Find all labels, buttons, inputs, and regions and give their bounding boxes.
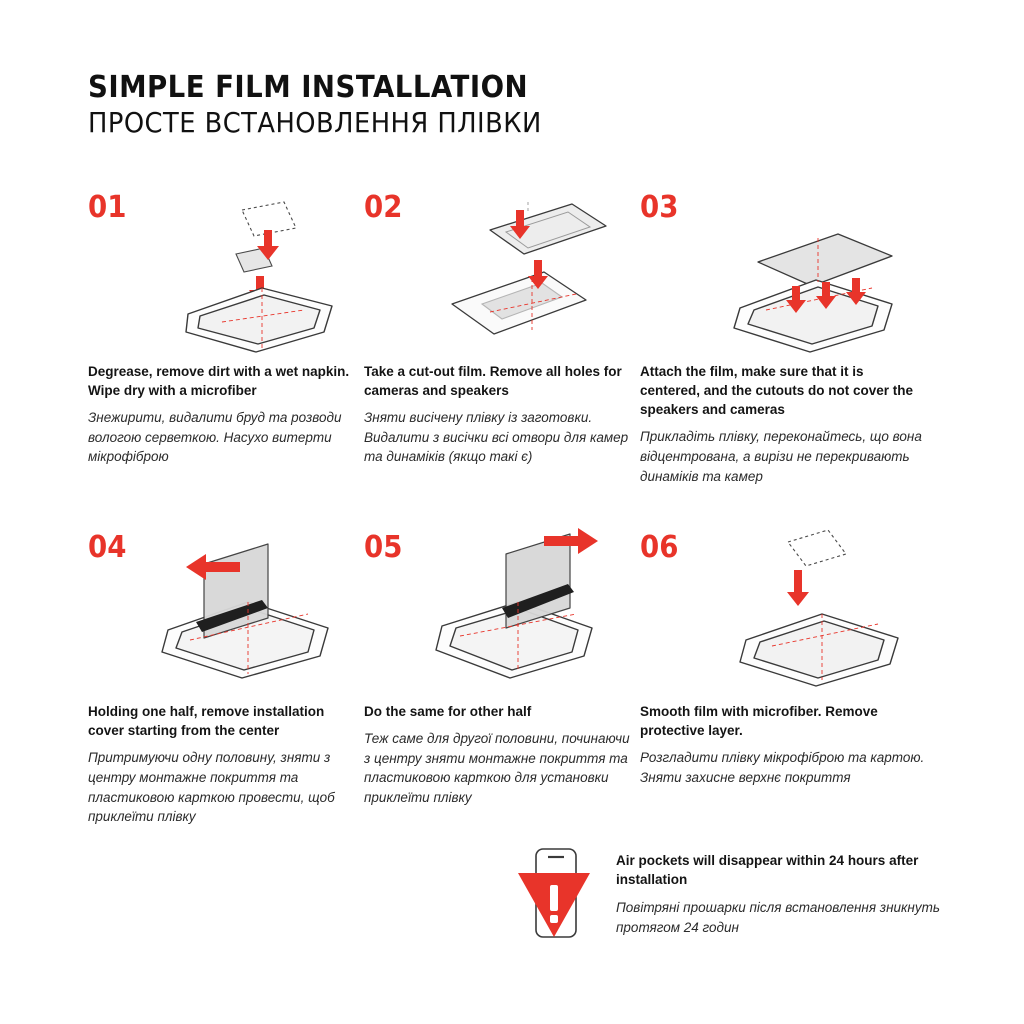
- step-04-illustration-area: [88, 522, 358, 702]
- step-01-text-en: Degrease, remove dirt with a wet napkin. Wipe dry with a microfiber: [88, 364, 350, 399]
- step-05-text-en: Do the same for other half: [364, 704, 532, 720]
- step-02-number: 02: [364, 190, 403, 225]
- step-04-number: 04: [88, 530, 127, 566]
- step-01-illustration-area: [88, 182, 358, 362]
- step-03: [640, 182, 930, 486]
- step-02: [364, 182, 634, 486]
- step-06-illustration-area: [640, 522, 930, 702]
- footer-text-en: Air pockets will disappear within 24 hours after installation: [616, 853, 919, 888]
- footer-text-uk: Повітряні прошарки після встановлення зникнуть протягом 24 годин: [616, 900, 940, 935]
- page-title-en: SIMPLE FILM INSTALLATION: [88, 70, 529, 105]
- footer-note: [510, 845, 940, 946]
- cutout-film-sheet-illustration: [420, 182, 640, 362]
- step-03-illustration-area: [640, 182, 930, 362]
- step-06-number: 06: [640, 530, 679, 566]
- step-02-illustration-area: [364, 182, 634, 362]
- smooth-film-microfiber-illustration: [696, 522, 916, 702]
- step-02-text-en: Take a cut-out film. Remove all holes for cameras and speakers: [364, 364, 622, 399]
- step-03-number: 03: [640, 190, 679, 225]
- steps-grid: [88, 182, 936, 827]
- step-05-illustration-area: [364, 522, 634, 702]
- step-03-text-en: Attach the film, make sure that it is centered, and the cutouts do not cover the speakers and cameras: [640, 364, 914, 418]
- step-04-text-uk: Притримуючи одну половину, зняти з центру монтажне покриття та пластиковою карткою провести, щоб приклеїти плівку: [88, 750, 335, 825]
- footer-text-block: [616, 845, 940, 937]
- phone-wipe-napkin-illustration: [144, 182, 364, 362]
- step-06: [640, 522, 930, 827]
- step-01-text-uk: Знежирити, видалити бруд та розводи вологою серветкою. Насухо витерти мікрофіброю: [88, 410, 342, 465]
- film-attach-center-illustration: [696, 182, 916, 362]
- step-03-text-uk: Прикладіть плівку, переконайтесь, що вона відцентрована, а вирізи не перекривають динаміків та камер: [640, 429, 922, 484]
- step-04-text-en: Holding one half, remove installation cover starting from the center: [88, 704, 325, 739]
- step-01: [88, 182, 358, 486]
- peel-cover-other-half-illustration: [420, 522, 640, 702]
- peel-cover-left-half-illustration: [144, 522, 364, 702]
- step-06-text-uk: Розгладити плівку мікрофіброю та картою. Зняти захисне верхнє покриття: [640, 750, 925, 786]
- step-06-text-en: Smooth film with microfiber. Remove protective layer.: [640, 704, 878, 739]
- step-01-number: 01: [88, 190, 127, 225]
- step-05-number: 05: [364, 530, 403, 566]
- header: [88, 72, 788, 137]
- warning-triangle-icon: [510, 845, 598, 946]
- step-05: [364, 522, 634, 827]
- step-02-text-uk: Зняти висічену плівку із заготовки. Видалити з висічки всі отвори для камер та динаміків (якщо такі є): [364, 410, 629, 465]
- page-title-uk: ПРОСТЕ ВСТАНОВЛЕННЯ ПЛІВКИ: [88, 105, 542, 139]
- step-04: [88, 522, 358, 827]
- step-05-text-uk: Теж саме для другої половини, починаючи з центру зняти монтажне покриття та пластиковою карткою для установки приклеїти плівку: [364, 731, 630, 805]
